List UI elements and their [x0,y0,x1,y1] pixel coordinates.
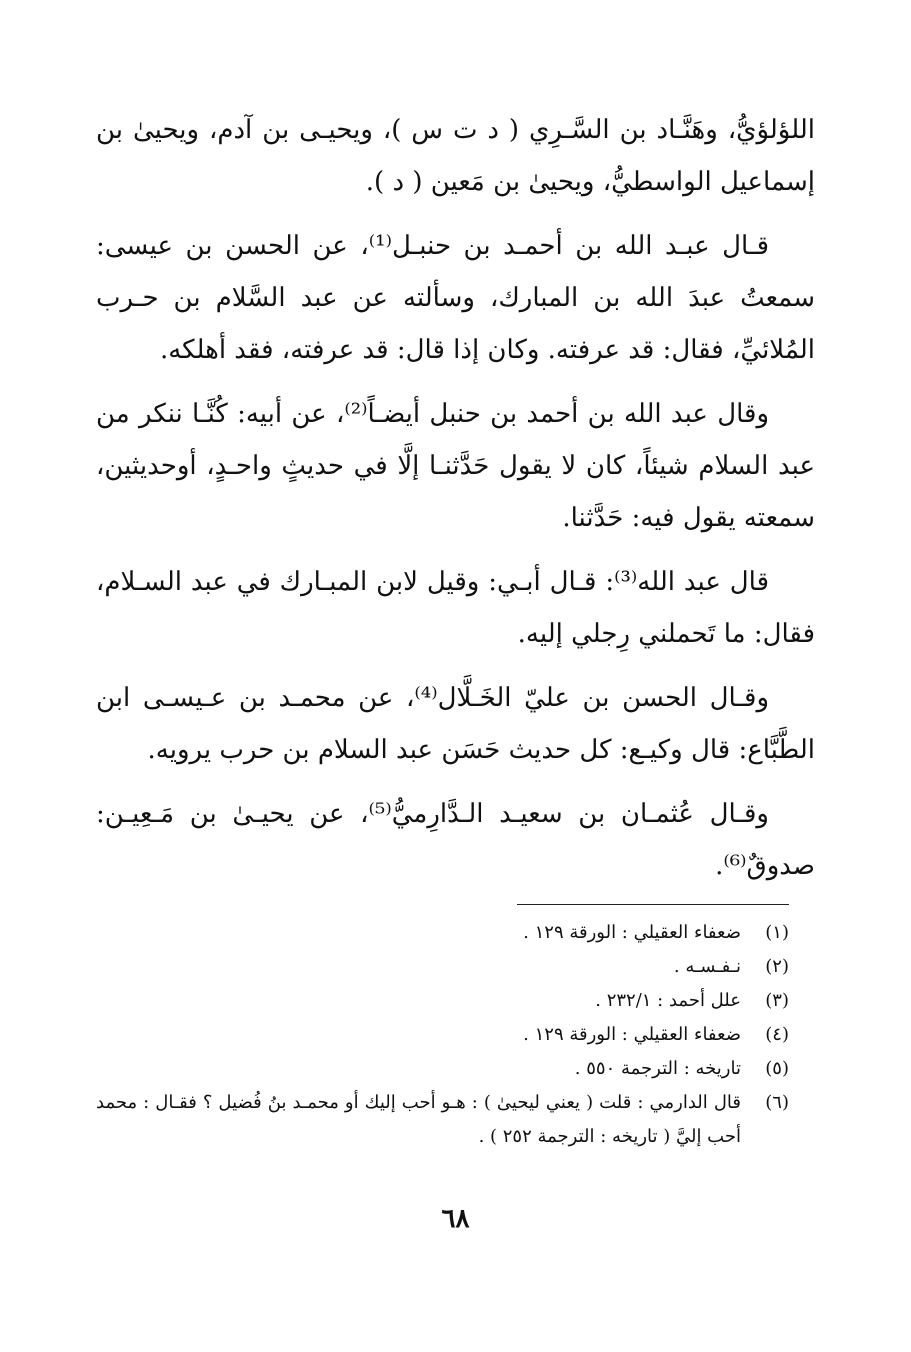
footnote-1 [96,916,789,950]
footnote-number: (٣) [765,990,789,1011]
paragraph-2: قـال عبـد الله بن أحمـد بن حنبـل⁽¹⁾، عن الحسن بن عيسى: سمعتُ عبدَ الله بن المبارك، وسألته عن عبد السَّلام بن حـرب المُلائيِّ، فقال: قد عرفته. وكان إذا قال: قد عرفته، فقد أهلكه. [96,231,815,365]
footnote-number: (٥) [765,1058,789,1079]
page-number: ٦٨ [441,1204,470,1234]
footnote-number: (١) [765,922,789,943]
footnote-text: ضعفاء العقيلي : الورقة ١٢٩ . [523,922,741,943]
footnote-number: (٢) [765,956,789,977]
footnote-text: نـفـسـه . [673,956,741,977]
footnote-5 [96,1052,789,1086]
footnote-4 [96,1018,789,1052]
paragraph-6: وقـال عُثمـان بن سعيـد الـدَّارِميُّ⁽⁵⁾، عن يحيـىٰ بن مَـعِيـن: صدوقٌ⁽⁶⁾. [96,799,815,881]
paragraph-5: وقـال الحسن بن عليّ الخَـلَّال⁽⁴⁾، عن محمـد بن عـيسـى ابن الطَّبَّاع: قال وكيـع: كل حديث حَسَن عبد السلام بن حرب يرويه. [96,683,815,765]
footnote-text: تاريخه : الترجمة ٥٥٠ . [574,1058,741,1079]
footnotes-section [96,916,789,1154]
main-text-block [96,104,815,904]
footnote-6 [96,1086,789,1154]
footnote-text: علل أحمد : ٢٣٢/١ . [595,990,741,1011]
paragraph-3: وقال عبد الله بن أحمد بن حنبل أيضـاً⁽²⁾، عن أبيه: كُنَّـا ننكر من عبد السلام شيئاً، كان لا يقول حَدَّثنـا إلَّا في حديثٍ واحـدٍ، أوحديثين، سمعته يقول فيه: حَدَّثنا. [96,399,815,533]
paragraph-1: اللؤلؤيُّ، وهَنَّـاد بن السَّـرِي ( د ت س )، ويحيـى بن آدم، ويحيىٰ بن إسماعيل الواسطيُّ، ويحيىٰ بن مَعين ( د ). [96,115,815,197]
footnote-text: ضعفاء العقيلي : الورقة ١٢٩ . [523,1024,741,1045]
footnote-number: (٤) [765,1024,789,1045]
footnote-3 [96,984,789,1018]
footnote-divider [517,904,789,905]
footnote-text: قال الدارمي : قلت ( يعني ليحيىٰ ) : هـو أحب إليك أو محمـد بنُ فُضيل ؟ فقـال : محمد أحب إليَّ ( تاريخه : الترجمة ٢٥٢ ) . [96,1092,741,1147]
footnote-2 [96,950,789,984]
footnote-number: (٦) [765,1092,789,1113]
paragraph-4: قال عبد الله⁽³⁾: قـال أبـي: وقيل لابن المبـارك في عبد السـلام، فقال: ما تَحملني رِجلي إليه. [96,567,815,649]
